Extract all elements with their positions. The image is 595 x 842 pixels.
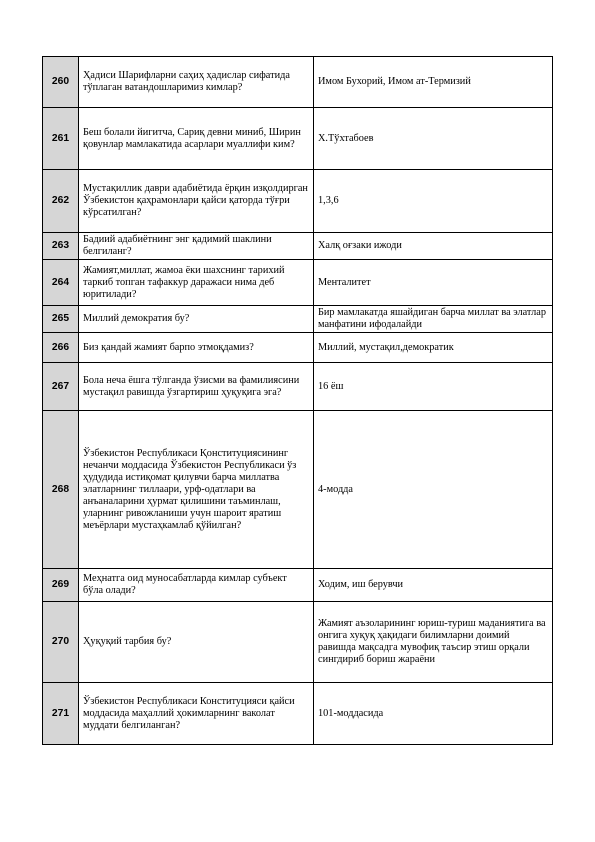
question-cell: Меҳнатга оид муносабатларда кимлар субъект бўла олади? [79, 569, 314, 602]
answer-cell: Миллий, мустақил,демократик [314, 333, 553, 363]
table-row [43, 306, 553, 333]
table-row [43, 569, 553, 602]
question-cell: Беш болали йигитча, Сариқ девни миниб, Ширин қовунлар мамлакатида асарлари муаллифи ким? [79, 108, 314, 170]
table-row [43, 363, 553, 411]
row-number: 266 [43, 333, 79, 363]
answer-cell: 101-моддасида [314, 683, 553, 745]
row-number: 269 [43, 569, 79, 602]
row-number: 265 [43, 306, 79, 333]
answer-cell: 1,3,6 [314, 170, 553, 233]
row-number: 270 [43, 602, 79, 683]
table-row [43, 108, 553, 170]
table-row [43, 602, 553, 683]
question-cell: Биз қандай жамият барпо этмоқдамиз? [79, 333, 314, 363]
answer-cell: Жамият аъзоларининг юриш-туриш маданиятига ва онгига хуқуқ ҳақидаги билимларни доимий равишда мақсадга мувофиқ таъсир этиш орқали сингдириб бориш жараёни [314, 602, 553, 683]
row-number: 271 [43, 683, 79, 745]
question-cell: Ҳуқуқий тарбия бу? [79, 602, 314, 683]
answer-cell: Менталитет [314, 260, 553, 306]
row-number: 267 [43, 363, 79, 411]
row-number: 260 [43, 57, 79, 108]
table-row [43, 260, 553, 306]
row-number: 264 [43, 260, 79, 306]
answer-cell: Бир мамлакатда яшайдиган барча миллат ва элатлар манфатини ифодалайди [314, 306, 553, 333]
answer-cell: 4-модда [314, 411, 553, 569]
question-cell: Ўзбекистон Республикаси Қонституциясининг нечанчи моддасида Ўзбекистон Республикаси ўз ҳудудида истиқомат қилувчи барча миллатва элатларнинг тиллаари, урф-одатлари ва анъаналарини ҳурмат қилишини таъминлаш, уларнинг ривожланиши учун шароит яратиш меъёрлари мустаҳкамлаб қўйилган? [79, 411, 314, 569]
row-number: 263 [43, 233, 79, 260]
answer-cell: Имом Бухорий, Имом ат-Термизий [314, 57, 553, 108]
answer-cell: Халқ оғзаки ижоди [314, 233, 553, 260]
question-cell: Бадиий адабиётнинг энг қадимий шаклини белгиланг? [79, 233, 314, 260]
row-number: 262 [43, 170, 79, 233]
answer-cell: Х.Тўхтабоев [314, 108, 553, 170]
question-cell: Ўзбекистон Республикаси Конституцияси қайси моддасида маҳаллий ҳокимларнинг ваколат муддати белгиланган? [79, 683, 314, 745]
table-row [43, 333, 553, 363]
row-number: 268 [43, 411, 79, 569]
table-row [43, 233, 553, 260]
answer-cell: 16 ёш [314, 363, 553, 411]
question-cell: Миллий демократия бу? [79, 306, 314, 333]
row-number: 261 [43, 108, 79, 170]
table-row [43, 683, 553, 745]
table-row [43, 170, 553, 233]
answer-cell: Ходим, иш берувчи [314, 569, 553, 602]
question-cell: Бола неча ёшга тўлганда ўзисми ва фамилиясини мустақил равишда ўзгартириш ҳуқуқига эга? [79, 363, 314, 411]
questions-table [42, 56, 553, 745]
question-cell: Мустақиллик даври адабиётида ёрқин изқолдирган Ўзбекистон қаҳрамонлари қайси қаторда тўғри кўрсатилган? [79, 170, 314, 233]
table-row [43, 57, 553, 108]
question-cell: Ҳадиси Шарифларни саҳиҳ ҳадислар сифатида тўплаган ватандошларимиз кимлар? [79, 57, 314, 108]
table-row [43, 411, 553, 569]
question-cell: Жамият,миллат, жамоа ёки шахснинг тарихий таркиб топган тафаккур даражаси нима деб юритилади? [79, 260, 314, 306]
